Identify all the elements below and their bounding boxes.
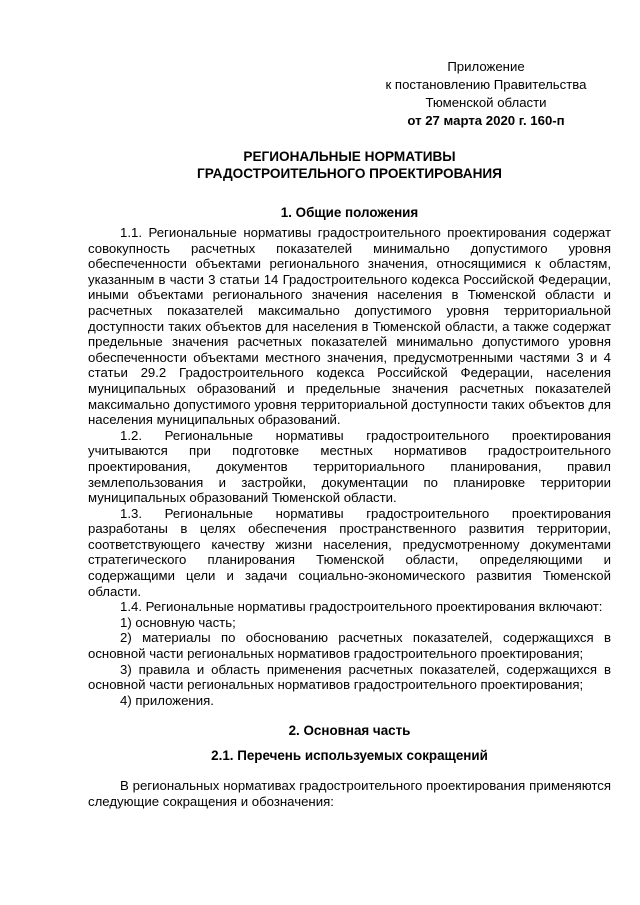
paragraph-1-3: 1.3. Региональные нормативы градостроительного проектирования разработаны в целях обеспечения пространственного развития территории, соответствующего качеству жизни населения, предусмотренному документами стратегического планирования Тюменской области, определяющими и содержащими цели и задачи социально-экономического развития Тюменской области. — [88, 505, 611, 599]
appendix-label: Приложение — [447, 59, 525, 74]
paragraph-1-4: 1.4. Региональные нормативы градостроительного проектирования включают: — [120, 599, 603, 615]
paragraph-2-1: В региональных нормативах градостроительного проектирования применяются следующие сокращения и обозначения: — [88, 778, 611, 809]
appendix-date-number: от 27 марта 2020 г. 160-п — [407, 113, 565, 128]
list-item-4: 4) приложения. — [120, 692, 214, 708]
appendix-region: Тюменской области — [425, 95, 547, 110]
section-2-1-heading: 2.1. Перечень используемых сокращений — [211, 748, 488, 764]
document-title — [88, 148, 611, 182]
list-item-2: 2) материалы по обоснованию расчетных показателей, содержащихся в основной части региональных нормативов градостроительного проектирования; — [88, 630, 611, 662]
paragraph-1-1: 1.1. Региональные нормативы градостроительного проектирования содержат совокупность расчетных показателей минимально допустимого уровня обеспеченности объектами регионального значения, относящимися к областям, указанным в части 3 статьи 14 Градостроительного кодекса Российской Федерации, иными объектами регионального значения населения в Тюменской области и расчетных показателей максимально допустимого уровня территориальной доступности таких объектов для населения в Тюменской области, а также содержат предельные значения расчетных показателей минимально допустимого уровня обеспеченности объектами местного значения, предусмотренными частями 3 и 4 статьи 29.2 Градостроительного кодекса Российской Федерации, населения муниципальных образований и предельные значения расчетных показателей максимально допустимого уровня территориальной доступности таких объектов для населения муниципальных образований. — [88, 225, 611, 428]
section-2-heading: 2. Основная часть — [288, 723, 411, 739]
paragraph-1-2: 1.2. Региональные нормативы градостроительного проектирования учитываются при подготовке местных нормативов градостроительного проектирования, документов территориального планирования, правил землепользования и застройки, документации по планировке территории муниципальных образований Тюменской области. — [88, 427, 611, 506]
list-item-1: 1) основную часть; — [120, 614, 236, 630]
document-body — [88, 148, 611, 810]
section-1-heading: 1. Общие положения — [280, 205, 419, 220]
list-item-3: 3) правила и область применения расчетных показателей, содержащихся в основной части региональных нормативов градостроительного проектирования; — [88, 661, 611, 693]
document-title-line-2: ГРАДОСТРОИТЕЛЬНОГО ПРОЕКТИРОВАНИЯ — [197, 166, 502, 181]
appendix-block — [360, 58, 612, 130]
appendix-resolution-ref: к постановлению Правительства — [385, 77, 587, 92]
document-title-line-1: РЕГИОНАЛЬНЫЕ НОРМАТИВЫ — [243, 149, 456, 164]
